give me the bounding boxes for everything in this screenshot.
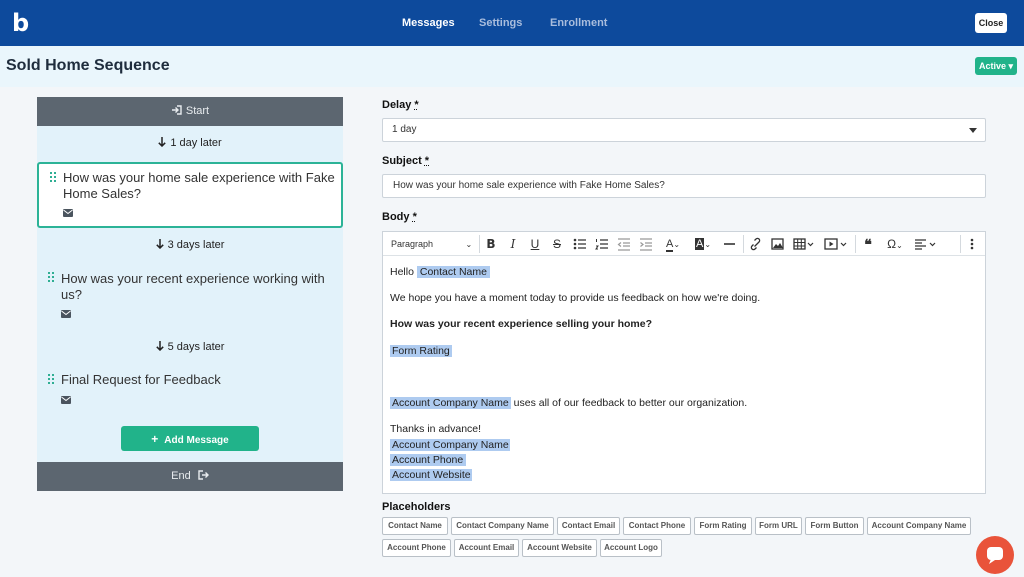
enter-icon bbox=[171, 105, 182, 115]
message-step-title: How was your recent experience working with us? bbox=[61, 271, 325, 302]
hello-text: Hello bbox=[390, 266, 414, 278]
toolbar-separator bbox=[479, 235, 480, 253]
placeholder-chip[interactable]: Account Website bbox=[522, 539, 597, 557]
image-icon[interactable] bbox=[771, 236, 784, 252]
placeholder-chip[interactable]: Contact Email bbox=[557, 517, 620, 535]
arrow-down-icon bbox=[158, 137, 166, 147]
required-marker: * bbox=[414, 99, 419, 111]
body-editor[interactable] bbox=[382, 231, 986, 494]
chat-bubble-icon bbox=[976, 536, 1014, 574]
body-label-text: Body bbox=[382, 211, 410, 223]
message-step-1[interactable] bbox=[37, 162, 343, 228]
placeholder-chip[interactable]: Form Button bbox=[805, 517, 864, 535]
chevron-down-icon: ⌄ bbox=[465, 240, 473, 249]
envelope-icon bbox=[61, 396, 71, 404]
placeholder-chip[interactable]: Contact Phone bbox=[623, 517, 691, 535]
delay-select-value: 1 day bbox=[392, 124, 417, 135]
indent-icon[interactable] bbox=[639, 236, 652, 252]
signature-company bbox=[390, 439, 510, 451]
placeholder-token: Contact Name bbox=[417, 266, 490, 278]
text-color-icon[interactable]: A⌄ bbox=[665, 238, 681, 250]
placeholder-chip[interactable]: Form URL bbox=[755, 517, 802, 535]
placeholder-token: Account Company Name bbox=[392, 397, 509, 409]
placeholder-token: Account Phone bbox=[390, 454, 466, 466]
delay-step-1 bbox=[37, 137, 343, 149]
drag-handle-icon[interactable] bbox=[48, 272, 54, 284]
add-message-button[interactable] bbox=[121, 426, 259, 451]
placeholder-chip[interactable]: Account Company Name bbox=[867, 517, 971, 535]
drag-handle-icon[interactable] bbox=[48, 374, 54, 386]
chat-launcher-button[interactable] bbox=[976, 536, 1014, 574]
link-icon[interactable] bbox=[749, 236, 762, 252]
body-question: How was your recent experience selling your home? bbox=[390, 318, 652, 330]
plus-icon: + bbox=[151, 431, 159, 446]
signature-phone bbox=[390, 454, 466, 466]
caret-down-icon bbox=[969, 128, 977, 133]
block-format-label: Paragraph bbox=[391, 239, 434, 249]
tab-enrollment[interactable]: Enrollment bbox=[550, 17, 608, 29]
envelope-icon bbox=[61, 310, 71, 318]
delay-label: 5 days later bbox=[167, 341, 225, 353]
toolbar-separator bbox=[960, 235, 961, 253]
delay-label: 3 days later bbox=[167, 239, 225, 251]
exit-icon bbox=[198, 470, 209, 480]
close-button[interactable]: Close bbox=[975, 13, 1007, 33]
placeholder-chip[interactable]: Form Rating bbox=[694, 517, 752, 535]
end-label: End bbox=[171, 470, 191, 482]
signature-website bbox=[390, 469, 472, 481]
italic-icon[interactable]: I bbox=[510, 237, 516, 251]
placeholder-chip[interactable]: Account Logo bbox=[600, 539, 662, 557]
placeholder-chip[interactable]: Contact Company Name bbox=[451, 517, 554, 535]
tab-messages[interactable]: Messages bbox=[402, 17, 455, 29]
envelope-icon bbox=[63, 209, 73, 217]
placeholder-token: Account Website bbox=[392, 469, 471, 481]
message-step-3[interactable] bbox=[37, 366, 343, 416]
placeholder-token: Form Rating bbox=[392, 345, 450, 357]
delay-label-text: Delay bbox=[382, 99, 412, 111]
subject-field-label bbox=[382, 155, 429, 167]
page-title: Sold Home Sequence bbox=[6, 57, 170, 74]
placeholders-label: Placeholders bbox=[382, 501, 451, 513]
sequence-start bbox=[37, 97, 343, 126]
form-rating-line bbox=[390, 345, 452, 357]
uses-text: uses all of our feedback to better our organization. bbox=[513, 397, 748, 409]
status-dropdown-button[interactable]: Active ▾ bbox=[975, 57, 1017, 75]
placeholder-chip[interactable]: Account Email bbox=[454, 539, 519, 557]
required-marker: * bbox=[412, 211, 417, 223]
message-step-2[interactable] bbox=[37, 264, 343, 330]
arrow-down-icon bbox=[156, 239, 164, 249]
highlight-color-icon[interactable]: A⌄ bbox=[695, 238, 712, 250]
toolbar-separator bbox=[855, 235, 856, 253]
horizontal-line-icon[interactable] bbox=[723, 236, 736, 252]
message-step-title: How was your home sale experience with Fake Home Sales? bbox=[63, 170, 335, 201]
start-label: Start bbox=[185, 105, 210, 117]
table-icon[interactable] bbox=[793, 236, 815, 252]
block-format-dropdown[interactable] bbox=[391, 236, 472, 253]
top-bar bbox=[0, 0, 1024, 46]
more-options-icon[interactable] bbox=[967, 236, 977, 252]
thanks-line: Thanks in advance! bbox=[390, 423, 482, 435]
required-marker: * bbox=[424, 155, 430, 167]
blockquote-icon[interactable]: ❝ bbox=[864, 236, 872, 252]
bullet-list-icon[interactable] bbox=[573, 236, 586, 252]
message-step-title: Final Request for Feedback bbox=[61, 372, 221, 387]
delay-field-label bbox=[382, 99, 419, 111]
toolbar-separator bbox=[743, 235, 744, 253]
placeholder-token: Account Company Name bbox=[392, 439, 509, 451]
numbered-list-icon[interactable] bbox=[595, 236, 608, 252]
subject-input[interactable] bbox=[382, 174, 986, 198]
body-field-label bbox=[382, 211, 417, 223]
delay-label: 1 day later bbox=[170, 137, 222, 149]
delay-step-2 bbox=[37, 239, 343, 251]
arrow-down-icon bbox=[156, 341, 164, 351]
app-logo[interactable]: b bbox=[12, 9, 30, 37]
delay-step-3 bbox=[37, 341, 343, 353]
subject-input-value: How was your home sale experience with Fake Home Sales? bbox=[393, 180, 665, 191]
delay-select[interactable] bbox=[382, 118, 986, 142]
media-icon[interactable] bbox=[824, 236, 848, 252]
bold-icon[interactable]: B bbox=[486, 237, 496, 251]
sequence-end bbox=[37, 462, 343, 491]
placeholder-chip[interactable]: Contact Name bbox=[382, 517, 448, 535]
align-icon[interactable] bbox=[914, 236, 938, 252]
underline-icon[interactable]: U bbox=[530, 237, 540, 251]
company-line bbox=[390, 397, 747, 409]
add-message-label: Add Message bbox=[164, 434, 229, 446]
drag-handle-icon[interactable] bbox=[50, 172, 56, 184]
body-paragraph: We hope you have a moment today to provide us feedback on how we're doing. bbox=[390, 292, 761, 304]
placeholder-chip[interactable]: Account Phone bbox=[382, 539, 451, 557]
subject-label-text: Subject bbox=[382, 155, 422, 167]
tab-settings[interactable]: Settings bbox=[479, 17, 523, 29]
strikethrough-icon[interactable]: S bbox=[552, 237, 561, 251]
greeting-line bbox=[390, 266, 490, 278]
special-char-icon[interactable]: Ω⌄ bbox=[887, 237, 903, 251]
outdent-icon[interactable] bbox=[617, 236, 630, 252]
editor-toolbar bbox=[383, 232, 985, 256]
